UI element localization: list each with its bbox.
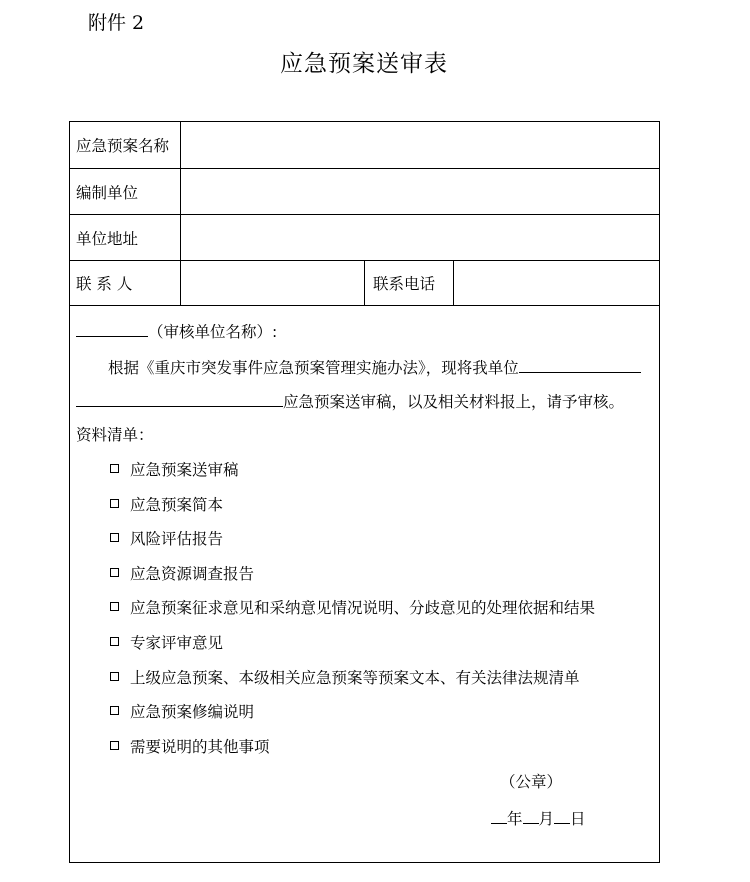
reviewer-line [76, 318, 277, 342]
checklist-item: 应急预案修编说明 [110, 700, 254, 722]
checklist-item: 上级应急预案、本级相关应急预案等预案文本、有关法律法规清单 [110, 666, 580, 688]
checkbox-icon[interactable] [110, 464, 119, 473]
row-plan-name [70, 122, 659, 169]
contact-field[interactable] [181, 261, 364, 305]
month-label: 月 [538, 810, 555, 828]
day-label: 日 [570, 810, 586, 828]
checklist-item: 应急预案送审稿 [110, 458, 239, 480]
checkbox-icon[interactable] [110, 499, 119, 508]
contact-label: 联 系 人 [70, 261, 181, 305]
date-line [491, 805, 586, 829]
intro-text-1: 根据《重庆市突发事件应急预案管理实施办法》，现将我单位 [108, 359, 519, 377]
review-form-table [69, 121, 660, 863]
checklist-item: 专家评审意见 [110, 631, 223, 653]
attachment-number: 附件 2 [88, 12, 145, 34]
checklist-item: 应急资源调查报告 [110, 562, 254, 584]
reviewer-blank[interactable] [76, 318, 148, 337]
checkbox-icon[interactable] [110, 637, 119, 646]
org-field[interactable] [181, 169, 659, 214]
seal-label: （公章） [500, 773, 563, 791]
form-body [70, 306, 659, 862]
org-label: 编制单位 [70, 169, 181, 214]
phone-field[interactable] [454, 261, 659, 305]
org-name-blank[interactable] [519, 354, 641, 373]
checkbox-icon[interactable] [110, 533, 119, 542]
checkbox-icon[interactable] [110, 672, 119, 681]
intro-text-2: 应急预案送审稿，以及相关材料报上，请予审核。 [283, 393, 625, 411]
plan-name-blank[interactable] [76, 388, 283, 407]
row-contact [70, 261, 659, 306]
address-label: 单位地址 [70, 215, 181, 260]
checklist-item: 应急预案简本 [110, 493, 223, 515]
checkbox-icon[interactable] [110, 741, 119, 750]
checklist-item: 需要说明的其他事项 [110, 735, 270, 757]
checklist-item: 应急预案征求意见和采纳意见情况说明、分歧意见的处理依据和结果 [110, 596, 595, 618]
year-blank[interactable] [491, 805, 507, 824]
month-blank[interactable] [523, 805, 539, 824]
day-blank[interactable] [554, 805, 570, 824]
checkbox-icon[interactable] [110, 706, 119, 715]
intro-line-2 [76, 388, 624, 412]
page-title: 应急预案送审表 [280, 51, 448, 77]
address-field[interactable] [181, 215, 659, 260]
phone-label: 联系电话 [364, 261, 454, 305]
checklist-item: 风险评估报告 [110, 527, 223, 549]
intro-line-1 [108, 354, 641, 378]
checklist-title: 资料清单： [76, 426, 154, 444]
plan-name-field[interactable] [181, 122, 659, 168]
checkbox-icon[interactable] [110, 568, 119, 577]
row-address [70, 215, 659, 261]
year-label: 年 [507, 810, 523, 828]
row-org [70, 169, 659, 215]
plan-name-label: 应急预案名称 [70, 122, 181, 168]
checkbox-icon[interactable] [110, 602, 119, 611]
reviewer-label: （审核单位名称）: [148, 323, 278, 341]
